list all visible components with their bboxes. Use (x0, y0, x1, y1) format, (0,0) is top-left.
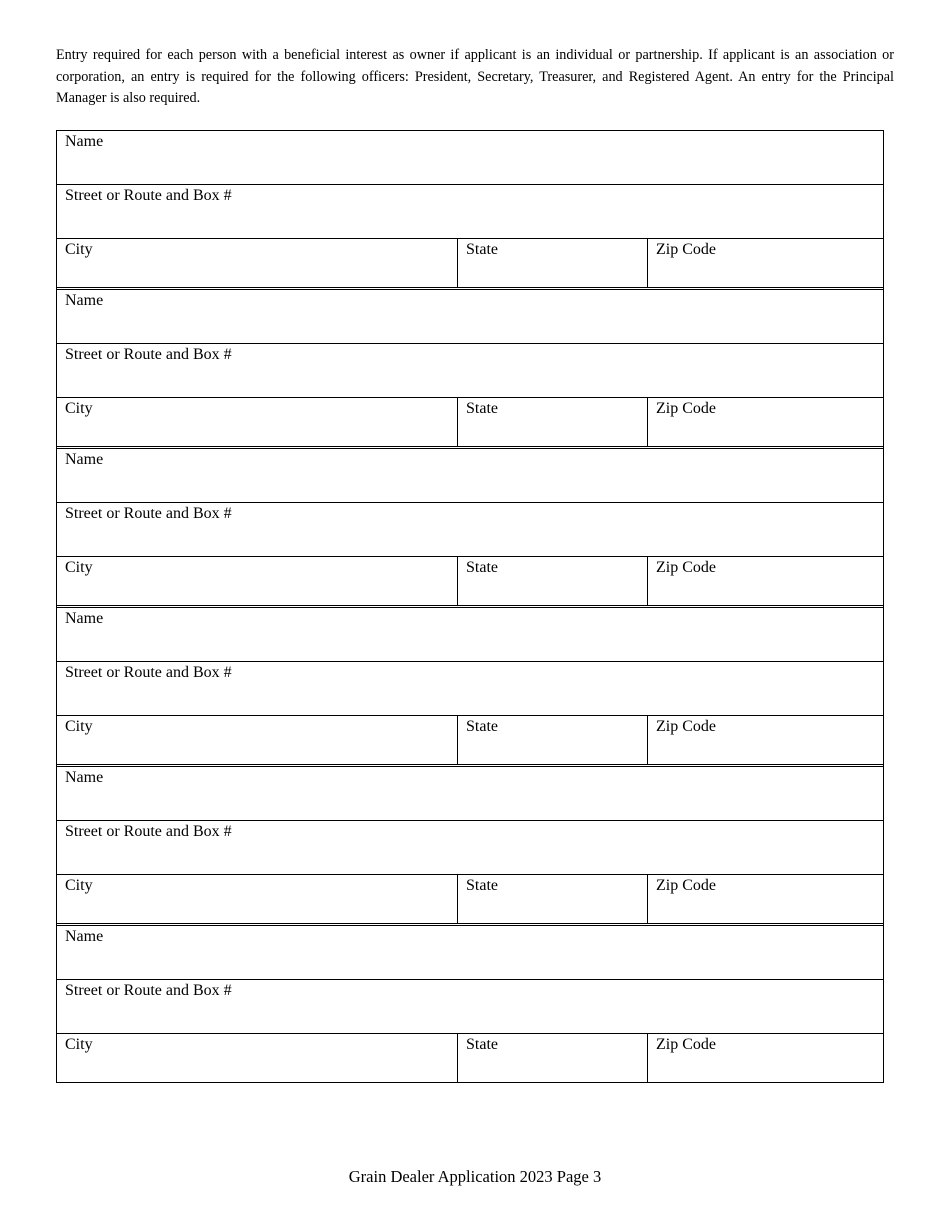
name-row (57, 767, 883, 821)
street-row (57, 344, 883, 398)
zip-label: Zip Code (656, 718, 716, 735)
street-label: Street or Route and Box # (65, 982, 232, 999)
street-row (57, 980, 883, 1034)
street-field[interactable] (57, 821, 883, 874)
city-field[interactable] (57, 1034, 458, 1082)
city-label: City (65, 400, 93, 417)
state-label: State (466, 559, 498, 576)
city-label: City (65, 718, 93, 735)
street-field[interactable] (57, 185, 883, 238)
street-field[interactable] (57, 980, 883, 1033)
city-field[interactable] (57, 716, 458, 764)
state-field[interactable] (458, 239, 648, 287)
name-field[interactable] (57, 767, 883, 820)
person-entry-5 (57, 764, 883, 923)
name-row (57, 608, 883, 662)
street-label: Street or Route and Box # (65, 505, 232, 522)
name-row (57, 290, 883, 344)
name-row (57, 131, 883, 185)
state-label: State (466, 718, 498, 735)
name-label: Name (65, 610, 104, 627)
city-label: City (65, 1036, 93, 1053)
city-label: City (65, 877, 93, 894)
intro-paragraph: Entry required for each person with a beneficial interest as owner if applicant is an individual or partnership. If applicant is an association or corporation, an entry is required for the following officers: President, Secretary, Treasurer, and Registered Agent. An entry for the Principal Manager is also required. (56, 47, 894, 106)
name-label: Name (65, 133, 104, 150)
person-entry-6 (57, 923, 883, 1082)
city-label: City (65, 559, 93, 576)
street-field[interactable] (57, 503, 883, 556)
zip-field[interactable] (648, 716, 883, 764)
name-row (57, 926, 883, 980)
name-field[interactable] (57, 131, 883, 184)
person-entry-4 (57, 605, 883, 764)
street-field[interactable] (57, 662, 883, 715)
name-label: Name (65, 928, 104, 945)
street-row (57, 503, 883, 557)
state-field[interactable] (458, 875, 648, 923)
state-field[interactable] (458, 716, 648, 764)
zip-label: Zip Code (656, 400, 716, 417)
owners-officers-table (56, 130, 884, 1083)
person-entry-1 (57, 131, 883, 287)
city-field[interactable] (57, 557, 458, 605)
zip-label: Zip Code (656, 241, 716, 258)
state-label: State (466, 241, 498, 258)
person-entry-2 (57, 287, 883, 446)
zip-label: Zip Code (656, 1036, 716, 1053)
city-state-zip-row (57, 716, 883, 764)
street-field[interactable] (57, 344, 883, 397)
zip-field[interactable] (648, 239, 883, 287)
street-row (57, 185, 883, 239)
name-label: Name (65, 292, 104, 309)
street-row (57, 821, 883, 875)
zip-field[interactable] (648, 875, 883, 923)
name-field[interactable] (57, 926, 883, 979)
state-label: State (466, 400, 498, 417)
street-label: Street or Route and Box # (65, 187, 232, 204)
street-label: Street or Route and Box # (65, 346, 232, 363)
name-field[interactable] (57, 449, 883, 502)
city-label: City (65, 241, 93, 258)
zip-field[interactable] (648, 1034, 883, 1082)
city-state-zip-row (57, 557, 883, 605)
zip-label: Zip Code (656, 559, 716, 576)
city-state-zip-row (57, 239, 883, 287)
state-label: State (466, 1036, 498, 1053)
city-field[interactable] (57, 875, 458, 923)
name-field[interactable] (57, 608, 883, 661)
zip-label: Zip Code (656, 877, 716, 894)
state-field[interactable] (458, 1034, 648, 1082)
name-field[interactable] (57, 290, 883, 343)
zip-field[interactable] (648, 557, 883, 605)
city-field[interactable] (57, 398, 458, 446)
city-state-zip-row (57, 1034, 883, 1082)
name-label: Name (65, 769, 104, 786)
city-field[interactable] (57, 239, 458, 287)
zip-field[interactable] (648, 398, 883, 446)
state-field[interactable] (458, 398, 648, 446)
name-label: Name (65, 451, 104, 468)
street-label: Street or Route and Box # (65, 823, 232, 840)
state-label: State (466, 877, 498, 894)
person-entry-3 (57, 446, 883, 605)
name-row (57, 449, 883, 503)
city-state-zip-row (57, 875, 883, 923)
page-footer: Grain Dealer Application 2023 Page 3 (348, 1167, 602, 1186)
city-state-zip-row (57, 398, 883, 446)
street-row (57, 662, 883, 716)
state-field[interactable] (458, 557, 648, 605)
street-label: Street or Route and Box # (65, 664, 232, 681)
